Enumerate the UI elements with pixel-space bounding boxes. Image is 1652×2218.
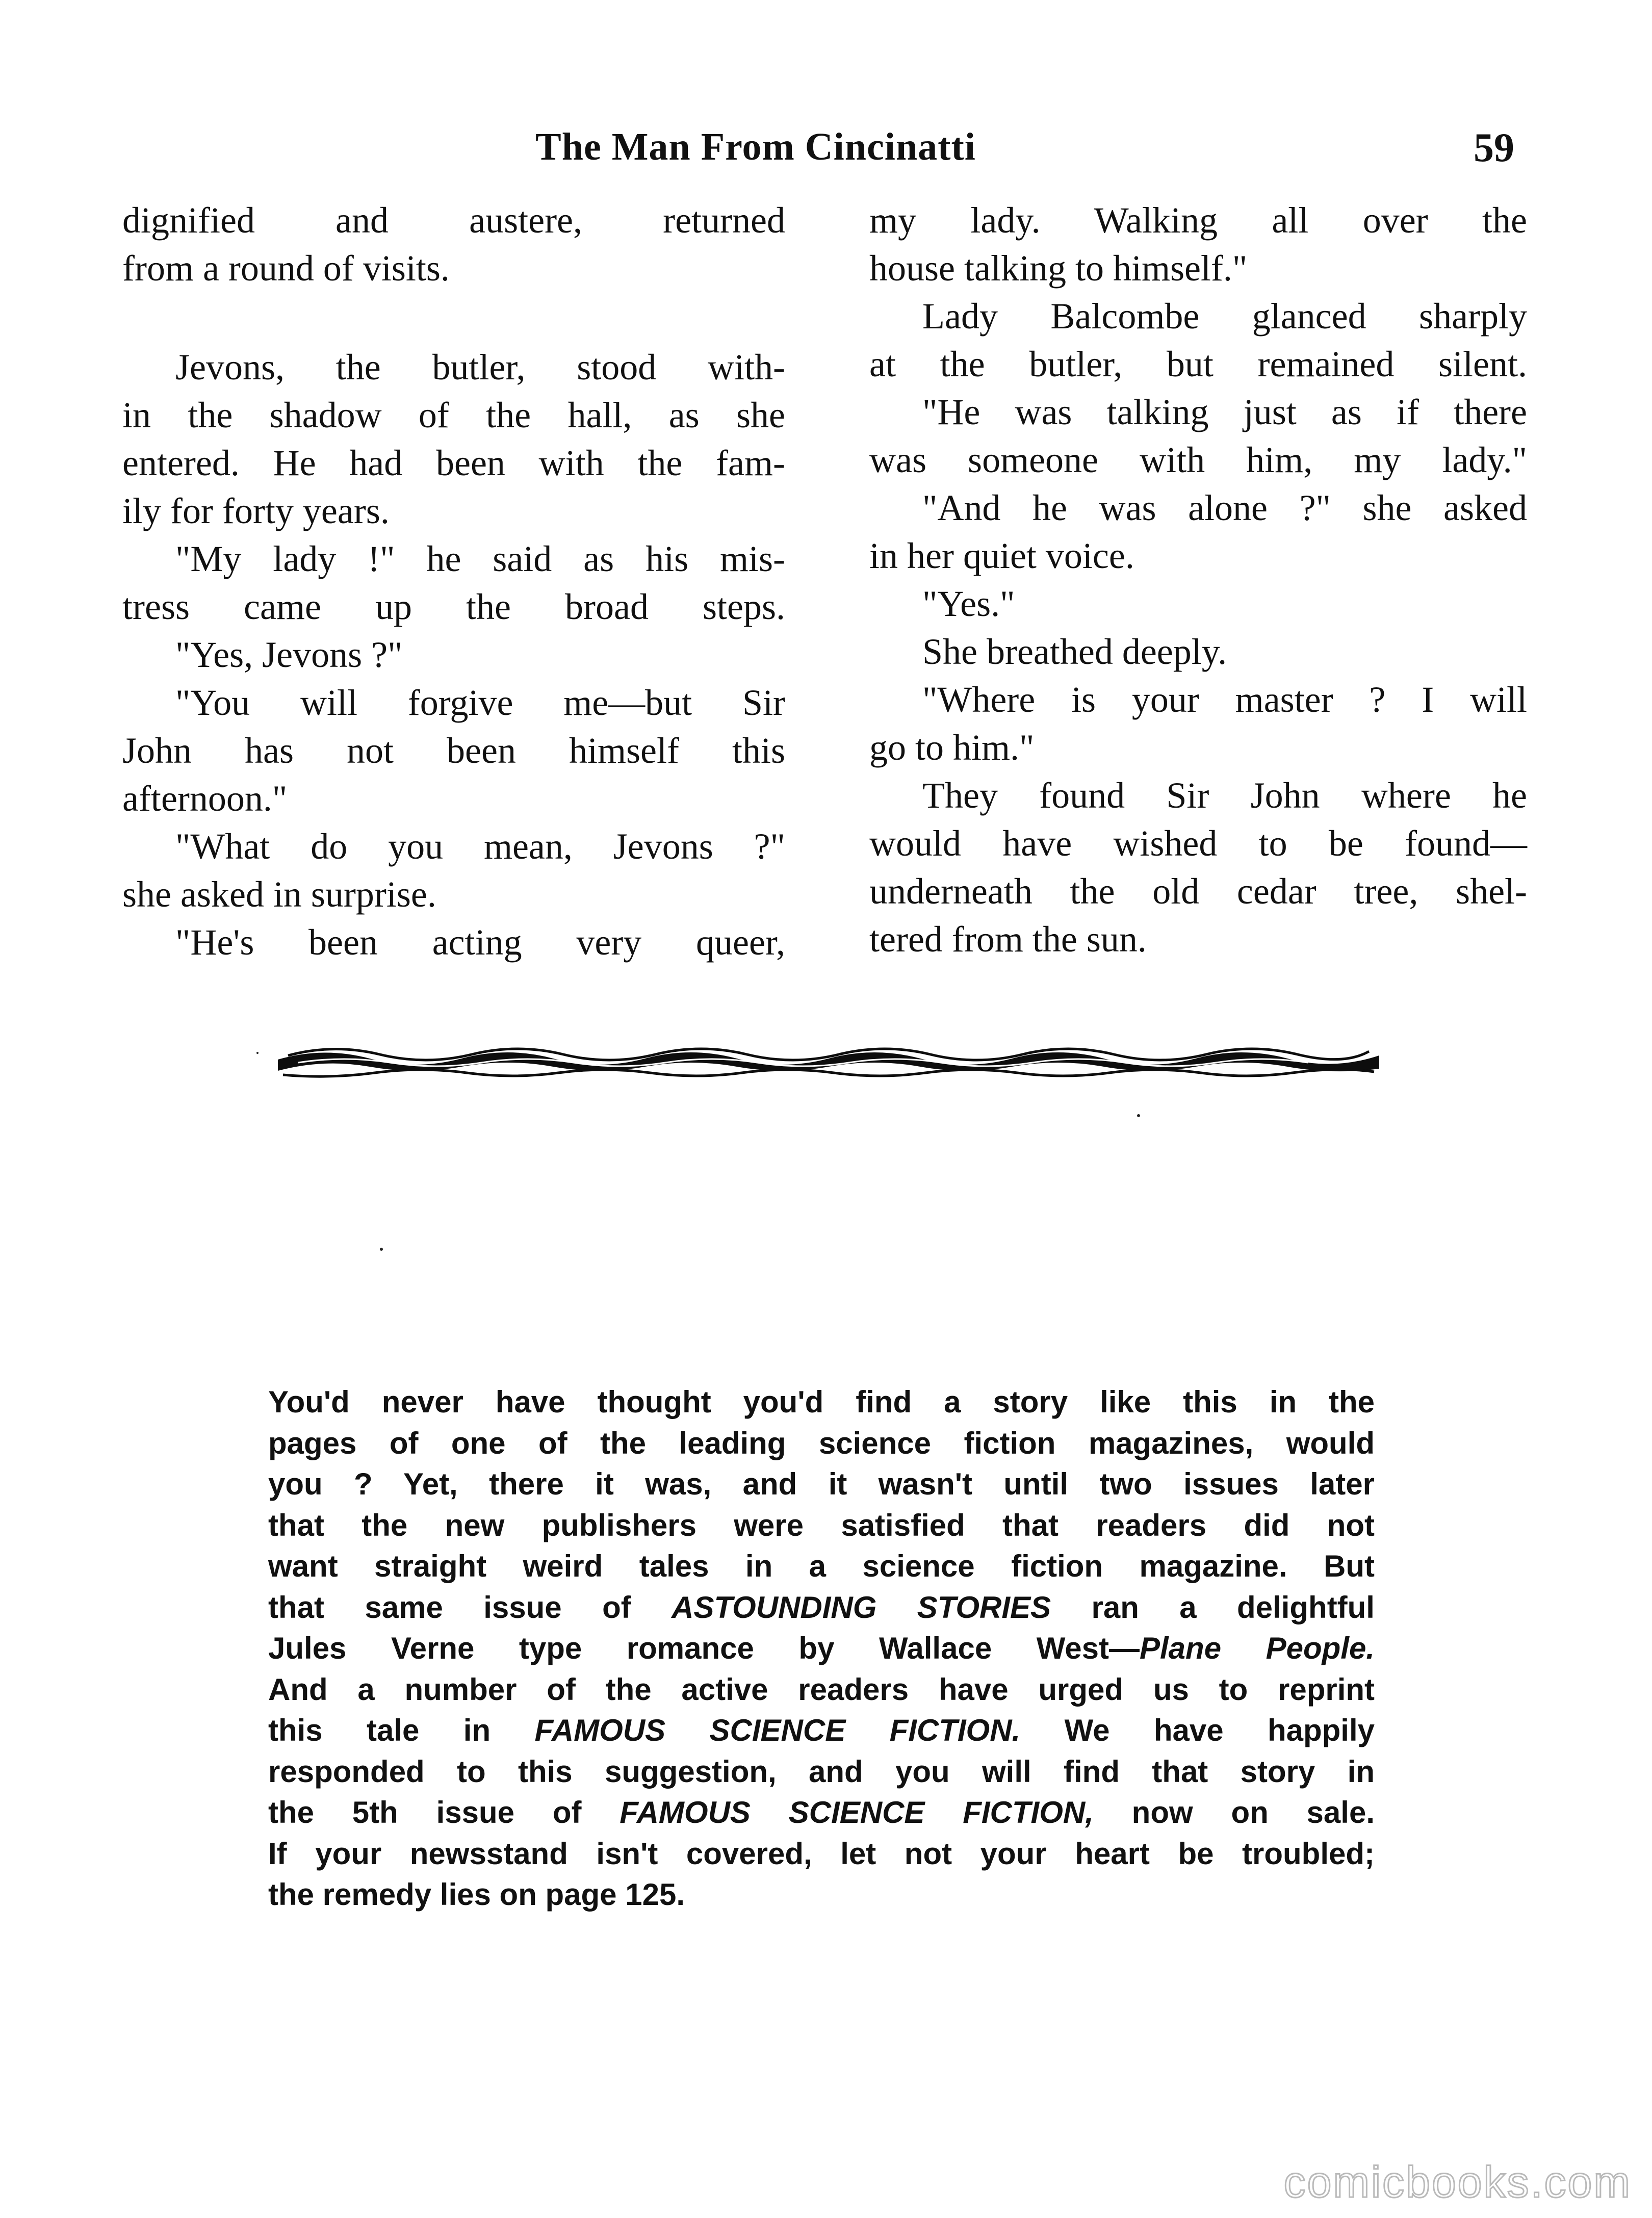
text-line: from a round of visits.: [122, 248, 450, 289]
text-line: She breathed deeply.: [922, 631, 1227, 672]
text-line: ily for forty years.: [122, 491, 390, 531]
text-line: "And he was alone ?" she asked: [922, 487, 1527, 528]
text-line: entered. He had been with the fam-: [122, 443, 785, 483]
text-line: "He was talking just as if there: [922, 392, 1527, 432]
note-text: that same issue of: [268, 1590, 672, 1624]
text-line: "Yes, Jevons ?": [175, 634, 403, 675]
text-line: at the butler, but remained silent.: [869, 344, 1527, 384]
print-speck: [256, 1052, 259, 1054]
print-speck: [380, 1248, 383, 1251]
note-line: You'd never have thought you'd find a story like this in the: [268, 1385, 1375, 1419]
text-line: "He's been acting very queer,: [175, 922, 785, 963]
text-line: They found Sir John where he: [922, 775, 1527, 816]
wavy-divider-ornament: [278, 1035, 1379, 1081]
text-line: house talking to himself.": [869, 248, 1248, 289]
text-line: underneath the old cedar tree, shel-: [869, 871, 1527, 912]
note-line: If your newsstand isn't covered, let not your heart be troubled;: [268, 1836, 1375, 1871]
text-line: tress came up the broad steps.: [122, 586, 785, 627]
magazine-title: FAMOUS SCIENCE FICTION.: [534, 1713, 1021, 1747]
text-line: in the shadow of the hall, as she: [122, 395, 785, 435]
text-line: "You will forgive me—but Sir: [175, 682, 785, 723]
watermark: comicbooks.com: [1283, 2158, 1632, 2207]
left-text-column: [122, 196, 785, 966]
text-line: in her quiet voice.: [869, 535, 1134, 576]
text-line: was someone with him, my lady.": [869, 440, 1527, 480]
text-line: "My lady !" he said as his mis-: [175, 538, 785, 579]
note-line: you ? Yet, there it was, and it wasn't until two issues later: [268, 1467, 1375, 1501]
note-line: responded to this suggestion, and you will find that story in: [268, 1754, 1375, 1789]
print-speck: [1137, 1114, 1140, 1117]
note-line: want straight weird tales in a science fiction magazine. But: [268, 1549, 1375, 1583]
text-line: go to him.": [869, 727, 1035, 768]
note-text: ran a delightful: [1051, 1590, 1375, 1624]
story-title: Plane People.: [1139, 1631, 1375, 1665]
note-line: [268, 1587, 1375, 1629]
note-line: [268, 1628, 1375, 1669]
note-line: [268, 1792, 1375, 1834]
note-text: Jules Verne type romance by Wallace West—: [268, 1631, 1140, 1665]
note-text: this tale in: [268, 1713, 535, 1747]
text-line: she asked in surprise.: [122, 874, 436, 915]
text-line: "Yes.": [922, 583, 1015, 624]
note-line: pages of one of the leading science fiction magazines, would: [268, 1426, 1375, 1460]
text-line: John has not been himself this: [122, 730, 785, 771]
text-line: "Where is your master ? I will: [922, 679, 1527, 720]
note-text: the 5th issue of: [268, 1795, 620, 1829]
text-line: "What do you mean, Jevons ?": [175, 826, 785, 867]
text-line: Lady Balcombe glanced sharply: [922, 296, 1527, 337]
running-title: The Man From Cincinatti: [535, 125, 976, 168]
text-line: dignified and austere, returned: [122, 200, 785, 241]
text-line: would have wished to be found—: [869, 823, 1527, 864]
note-text: We have happily: [1020, 1713, 1375, 1747]
text-line: Jevons, the butler, stood with-: [175, 347, 785, 388]
note-line: the remedy lies on page 125.: [268, 1877, 685, 1912]
text-line: afternoon.": [122, 778, 288, 819]
text-line: tered from the sun.: [869, 919, 1147, 960]
note-line: that the new publishers were satisfied that readers did not: [268, 1508, 1375, 1542]
magazine-title: ASTOUNDING STORIES: [672, 1590, 1051, 1624]
magazine-title: FAMOUS SCIENCE FICTION,: [620, 1795, 1094, 1829]
text-line: my lady. Walking all over the: [869, 200, 1527, 241]
note-line: [268, 1710, 1375, 1751]
editorial-note: [268, 1382, 1375, 1916]
right-text-column: [869, 196, 1527, 963]
note-line: And a number of the active readers have urged us to reprint: [268, 1672, 1375, 1707]
note-text: now on sale.: [1093, 1795, 1375, 1829]
page-number: 59: [1474, 125, 1514, 170]
